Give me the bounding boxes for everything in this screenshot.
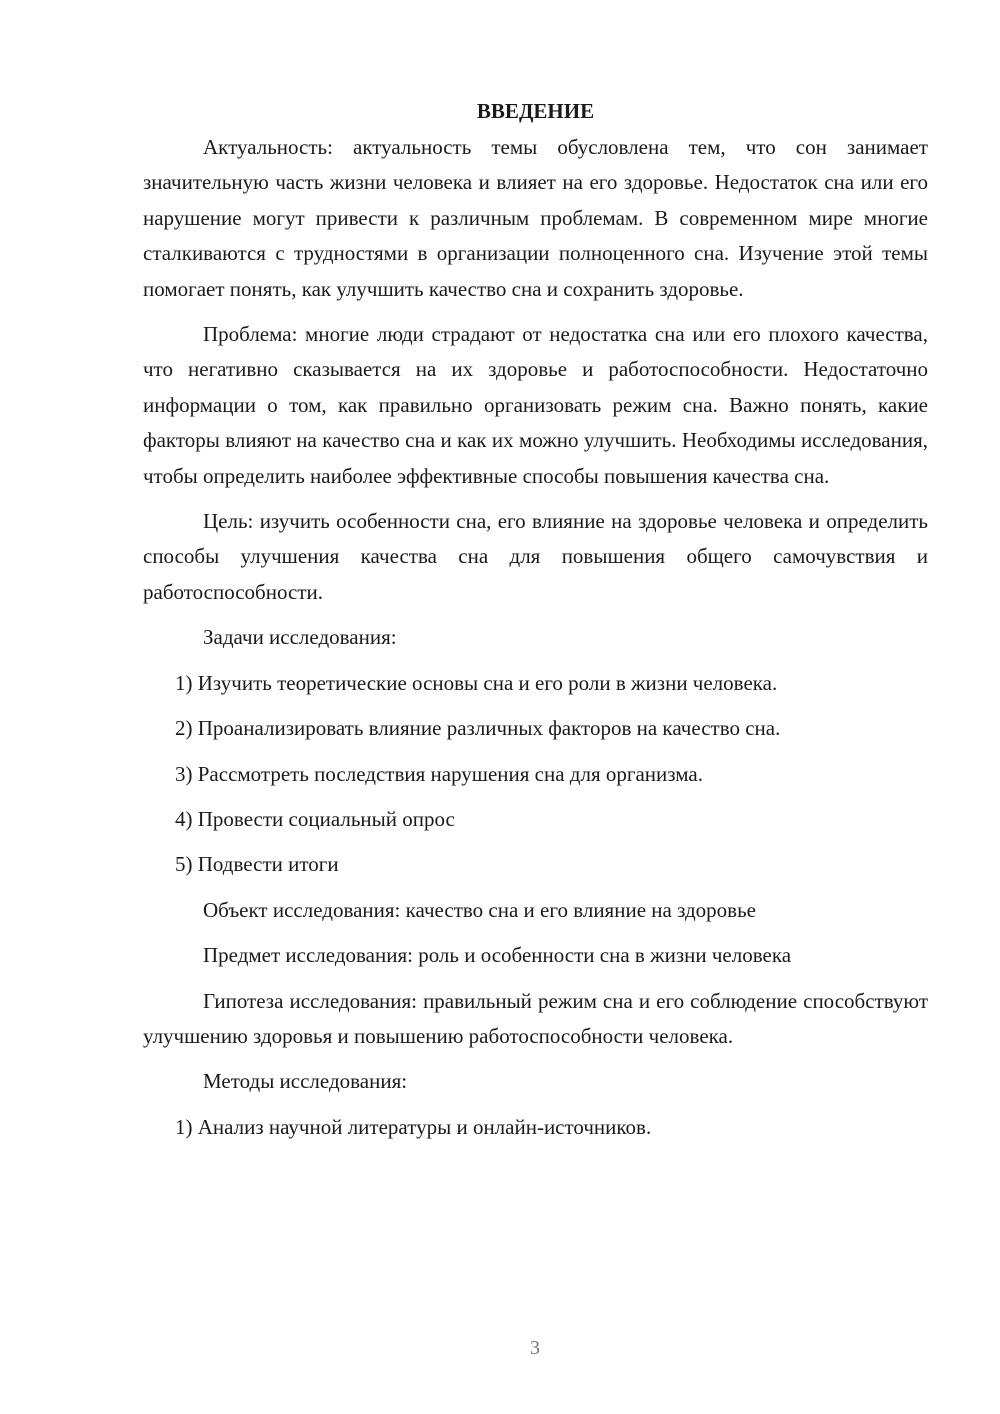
task-item: 5) Подвести итоги xyxy=(175,852,339,877)
tasks-title: Задачи исследования: xyxy=(203,625,397,650)
object-line: Объект исследования: качество сна и его влияние на здоровье xyxy=(203,897,756,922)
method-item: 1) Анализ научной литературы и онлайн-источников. xyxy=(175,1114,652,1139)
task-item: 2) Проанализировать влияние различных факторов на качество сна. xyxy=(175,716,781,741)
methods-title: Методы исследования: xyxy=(203,1069,408,1094)
problem-paragraph: Проблема: многие люди страдают от недостатка сна или его плохого качества, что негативно сказывается на их здоровье и работоспособности. Недостаточно информации о том, как правильно организовать режим сна. Важно понять, какие факторы влияют на качество сна и как их можно улучшить. Необходимы исследования, чтобы определить наиболее эффективные способы повышения качества сна. xyxy=(143,322,928,488)
section-heading: ВВЕДЕНИЕ xyxy=(476,99,595,123)
task-item: 4) Провести социальный опрос xyxy=(175,806,455,831)
task-item: 3) Рассмотреть последствия нарушения сна для организма. xyxy=(175,761,703,786)
relevance-paragraph: Актуальность: актуальность темы обусловлена тем, что сон занимает значительную часть жизни человека и влияет на его здоровье. Недостаток сна или его нарушение могут привести к различным проблемам. В современном мире многие сталкиваются с трудностями в организации полноценного сна. Изучение этой темы помогает понять, как улучшить качество сна и сохранить здоровье. xyxy=(143,135,928,301)
page-content xyxy=(143,96,928,1155)
goal-paragraph: Цель: изучить особенности сна, его влияние на здоровье человека и определить способы улучшения качества сна для повышения общего самочувствия и работоспособности. xyxy=(143,509,928,604)
hypothesis-paragraph: Гипотеза исследования: правильный режим сна и его соблюдение способствуют улучшению здоровья и повышению работоспособности человека. xyxy=(143,988,928,1048)
subject-line: Предмет исследования: роль и особенности сна в жизни человека xyxy=(203,943,792,968)
page-number: 3 xyxy=(530,1337,540,1359)
task-item: 1) Изучить теоретические основы сна и его роли в жизни человека. xyxy=(175,670,778,695)
